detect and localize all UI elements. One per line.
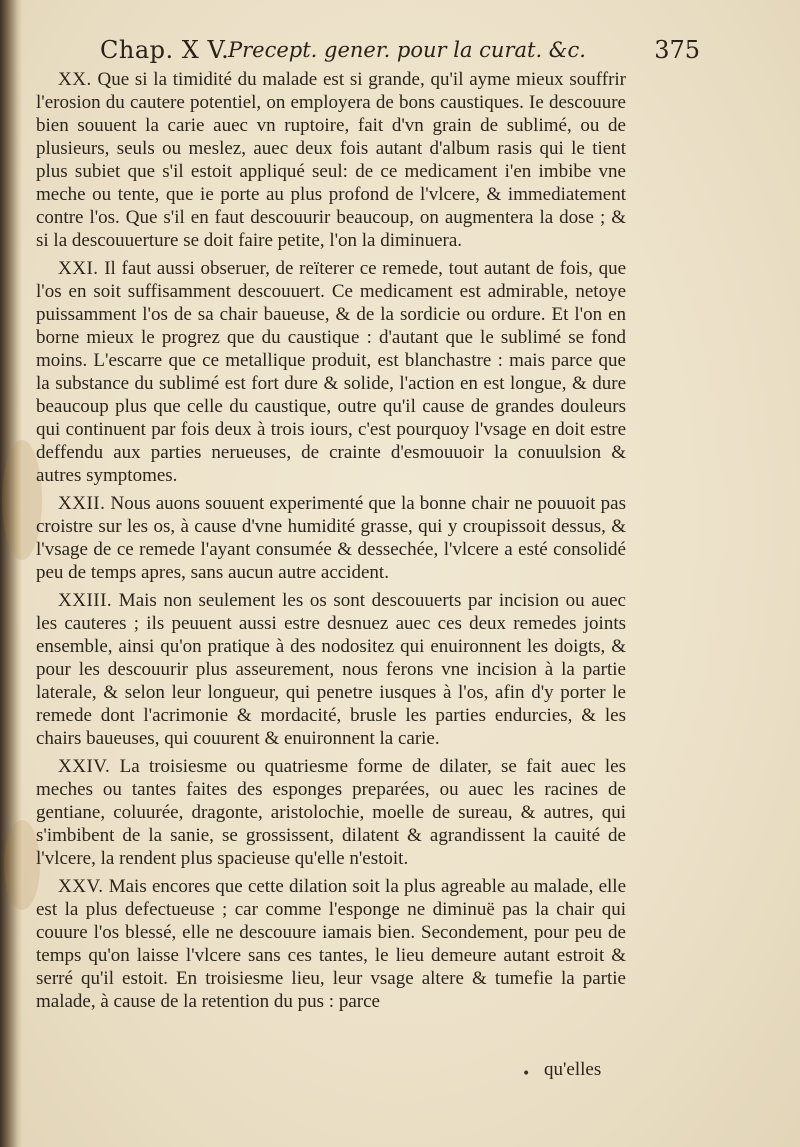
paragraph-text: Il faut aussi obseruer, de reïterer ce remede, tout autant de fois, que l'os en soit suffisamment descouuert. Ce medicament est admirable, netoye puissamment l'os de sa chair baueuse, & de la sordicie ou ordure. Et l'on en borne mieux le progrez que du caustique : d'autant que le sublimé se fond moins. L'escarre que ce metallique produit, est blanchastre : mais parce que la substance du sublimé est fort dure & solide, l'action en est longue, & dure beaucoup plus que celle du caustique, outre qu'il cause de grandes douleurs qui continuent par fois deux à trois iours, c'est pourquoy l'vsage en doit estre deffendu aux parties nerueuses, de crainte d'esmouuoir la conuulsion & autres symptomes. [36,258,626,486]
paragraph-xx [36,68,626,252]
paragraph-xxii [36,492,626,584]
paragraph-text: La troisiesme ou quatriesme forme de dilater, se fait auec les meches ou tantes faites des esponges preparées, ou auec les racines de gentiane, coluurée, dragonte, aristolochie, moelle de sureau, & autres, qui s'imbibent de la sanie, se grossissent, dilatent & agrandissent la cauité de l'vlcere, la rendent plus spacieuse qu'elle n'estoit. [36,756,626,869]
paper-stain [4,820,40,910]
paragraph-number: XXV. [58,876,104,897]
chapter-label: Chap. X V. [100,36,230,64]
paragraph-xxv [36,875,626,1013]
running-title: Precept. gener. pour la curat. &c. [228,38,586,62]
paragraph-text: Nous auons souuent experimenté que la bonne chair ne pouuoit pas croistre sur les os, à cause d'vne humidité grasse, qui y croupissoit dessus, & l'vsage de ce remede l'ayant consumée & dessechée, l'vlcere a esté consolidé peu de temps apres, sans aucun autre accident. [36,493,627,583]
paragraph-text: Mais non seulement les os sont descouuerts par incision ou auec les cauteres ; ils peuuent aussi estre desnuez auec ces deux remedes joints ensemble, ainsi qu'on pratique à des nodositez qui enuironnent les doigts, & pour les descouurir plus asseurement, nous ferons vne incision à la partie laterale, & selon leur longueur, qui penetre iusques à l'os, afin d'y porter le remede dont l'acrimonie & mordacité, brusle les parties endurcies, & les chairs baueuses, qui couurent & enuironnent la carie. [36,590,626,749]
body-text [36,68,626,1018]
paragraph-xxiv [36,755,626,870]
catchword: qu'elles [544,1059,602,1080]
paragraph-number: XXIII. [58,590,113,611]
paragraph-number: XXII. [58,493,106,514]
page-number: 375 [654,36,700,64]
paragraph-number: XXIV. [58,756,111,777]
paragraph-text: Mais encores que cette dilation soit la plus agreable au malade, elle est la plus defectueuse ; car comme l'esponge ne diminuë pas la chair qui couure l'os blessé, elle ne descouure iamais bien. Secondement, pour peu de temps qu'on laisse l'vlcere sans ces tantes, le lieu demeure autant estroit & serré qu'il estoit. En troisiesme lieu, leur vsage altere & tumefie la partie malade, à cause de la retention du pus : parce [36,876,627,1012]
printer-mark-dot: • [522,1066,531,1082]
paragraph-number: XX. [58,69,92,90]
paragraph-number: XXI. [58,258,99,279]
paragraph-xxi [36,257,626,487]
running-header [100,36,700,70]
paragraph-xxiii [36,589,626,750]
paragraph-text: Que si la timidité du malade est si grande, qu'il ayme mieux souffrir l'erosion du cautere potentiel, on employera de bons caustiques. Ie descouure bien souuent la carie auec vn ruptoire, fait d'vn grain de sublimé, ou de plusieurs, seuls ou meslez, auec deux fois autant d'album rasis qui le tient plus subiet que s'il estoit appliqué seul: de ce medicament i'en imbibe vne meche ou tente, que ie porte au plus profond de l'vlcere, & immediatement contre l'os. Que s'il en faut descouurir beaucoup, on augmentera la dose ; & si la descouuerture se doit faire petite, l'on la diminuera. [36,69,627,251]
binding-gutter [0,0,22,1147]
